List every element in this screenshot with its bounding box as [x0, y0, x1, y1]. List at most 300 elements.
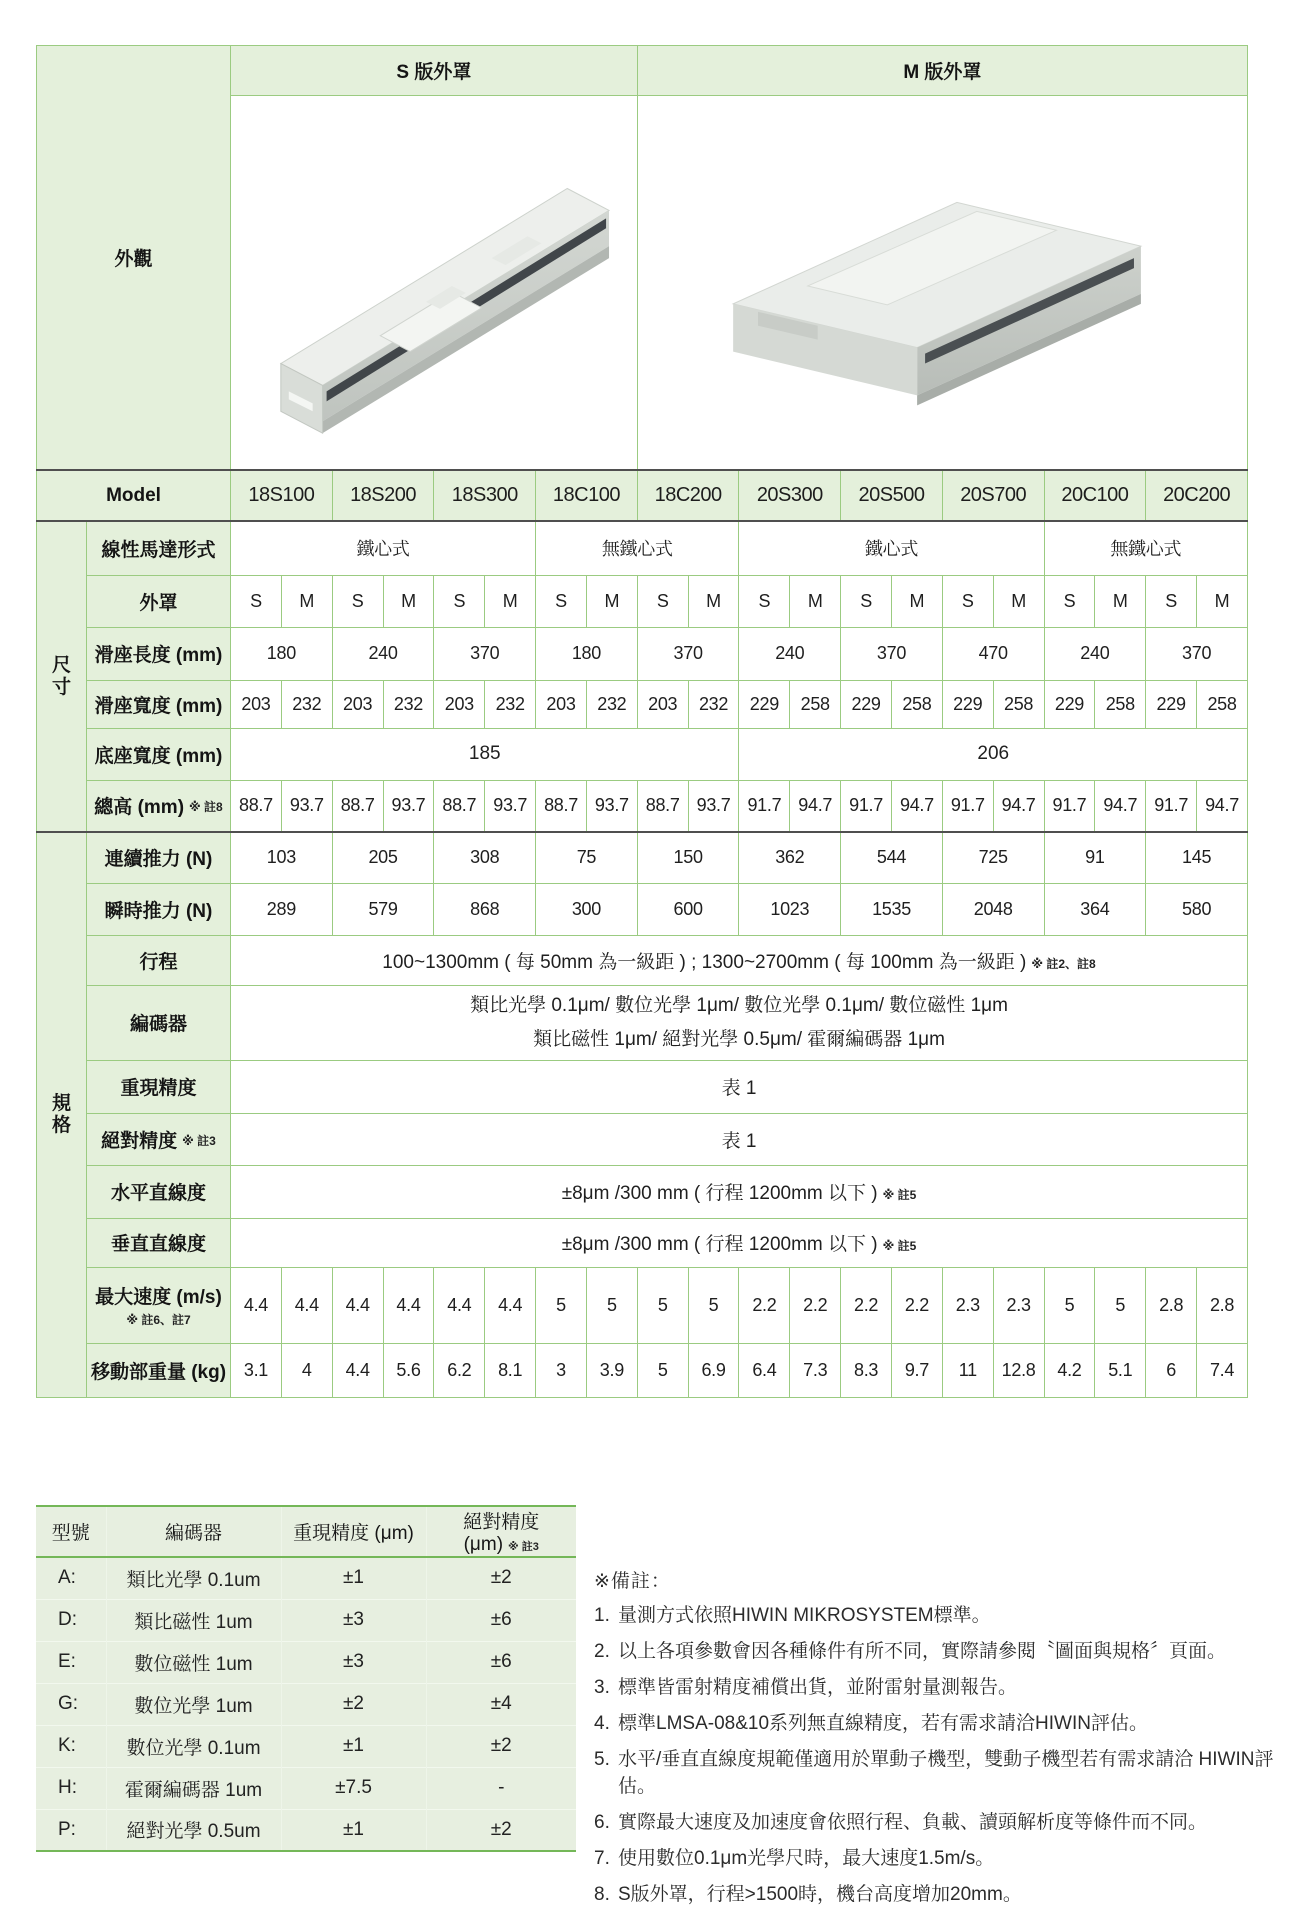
- value-cell: [485, 575, 536, 627]
- value-text: 8.1: [498, 1359, 523, 1380]
- value-cell: [434, 575, 485, 627]
- value-cell: [231, 1343, 282, 1397]
- encoder-cell: 數位光學 0.1um: [106, 1725, 281, 1767]
- value-text: 94.7: [899, 795, 934, 816]
- value-cell: [1044, 575, 1095, 627]
- model-cell: 18S200: [332, 470, 434, 521]
- spec-row: [37, 575, 1248, 627]
- value-text: S: [555, 590, 567, 611]
- value-text: 91: [1085, 847, 1105, 868]
- spec-row: [37, 627, 1248, 680]
- value-text: 5: [1115, 1294, 1126, 1315]
- encoder-table-body: [36, 1557, 576, 1851]
- row-label: [87, 1060, 231, 1113]
- row-label-text: 滑座長度 (mm): [94, 645, 223, 666]
- value-cell: [942, 1267, 993, 1343]
- value-cell: [281, 575, 332, 627]
- value-text: S: [351, 590, 364, 611]
- value-text: 2.3: [1006, 1294, 1031, 1315]
- value-cell: [1197, 680, 1248, 728]
- value-cell: [688, 680, 739, 728]
- value-cell: [739, 832, 841, 883]
- value-text: S: [1063, 590, 1076, 611]
- value-text: 206: [977, 743, 1010, 764]
- value-text: 4.4: [447, 1294, 472, 1315]
- value-text: 6.9: [701, 1359, 726, 1380]
- value-text: 91.7: [747, 795, 782, 816]
- value-text: S: [860, 590, 872, 611]
- value-cell: [332, 780, 383, 832]
- value-cell: [1095, 780, 1146, 832]
- value-cell: [231, 1267, 282, 1343]
- value-cell: [281, 1343, 332, 1397]
- value-text: S: [656, 590, 669, 611]
- note-number: 6.: [594, 1811, 610, 1833]
- model-cell: 18S300: [434, 470, 536, 521]
- value-cell: [332, 832, 434, 883]
- value-cell: [1146, 575, 1197, 627]
- value-cell: [536, 680, 587, 728]
- row-label: [87, 985, 231, 1060]
- model-cell: 18S100: [231, 470, 333, 521]
- note-number: 5.: [594, 1748, 610, 1770]
- value-text: 229: [953, 693, 983, 714]
- value-cell: [332, 575, 383, 627]
- value-text: 470: [978, 643, 1008, 663]
- value-text: 1023: [770, 898, 810, 919]
- value-text: 232: [698, 693, 729, 714]
- value-text: 258: [800, 693, 830, 714]
- value-cell: [586, 1343, 637, 1397]
- value-text: S: [961, 590, 974, 611]
- row-label: [87, 935, 231, 985]
- value-text: 2.3: [955, 1294, 980, 1315]
- note-text: 標準皆雷射精度補償出貨，並附雷射量測報告。: [618, 1676, 1018, 1698]
- model-cell: 20S300: [739, 470, 841, 521]
- value-text: 232: [495, 693, 525, 714]
- value-text: 232: [292, 693, 322, 714]
- value-cell: [1197, 1267, 1248, 1343]
- value-cell: [891, 780, 942, 832]
- value-text: 364: [1080, 898, 1110, 919]
- value-text: 3: [556, 1359, 566, 1380]
- value-cell: [739, 780, 790, 832]
- value-text: 9.7: [904, 1359, 929, 1380]
- note-number: 4.: [594, 1712, 610, 1734]
- note-text: 標準LMSA-08&10系列無直線精度，若有需求請洽HIWIN評估。: [618, 1712, 1148, 1734]
- value-cell: [637, 575, 688, 627]
- value-cell: [332, 627, 434, 680]
- value-cell: [1095, 1267, 1146, 1343]
- value-text: 205: [368, 847, 398, 868]
- value-cell: [1146, 780, 1197, 832]
- s-cover-stage-photo: [231, 97, 636, 463]
- value-text: 94.7: [1001, 795, 1036, 816]
- value-cell: [231, 985, 1248, 1060]
- value-cell: [231, 575, 282, 627]
- note-text: 量測方式依照HIWIN MIKROSYSTEM標準。: [618, 1605, 991, 1626]
- value-cell: [891, 1343, 942, 1397]
- value-text: 4.4: [243, 1294, 268, 1315]
- value-text: 300: [571, 898, 601, 919]
- encoder-cell: ±7.5: [281, 1767, 426, 1809]
- note-item: [594, 1747, 1294, 1801]
- value-text: 579: [368, 898, 398, 919]
- note-text: S版外罩，行程>1500時，機台高度增加20mm。: [618, 1883, 1022, 1905]
- value-text: S: [250, 590, 262, 611]
- value-text: 229: [851, 693, 881, 714]
- row-label-text: 總高 (mm): [94, 797, 185, 819]
- section-label-char: 尺: [51, 654, 71, 676]
- value-text: 鐵心式: [864, 539, 919, 560]
- value-text: 370: [470, 643, 500, 663]
- value-cell: [637, 883, 739, 935]
- value-cell: [739, 627, 841, 680]
- value-text: 180: [571, 643, 601, 663]
- value-text: 12.8: [1001, 1359, 1036, 1380]
- encoder-cell: A:: [36, 1557, 106, 1599]
- value-text: 93.7: [289, 795, 324, 816]
- value-cell: [688, 780, 739, 832]
- value-cell: [1146, 832, 1248, 883]
- value-text: S: [758, 590, 771, 611]
- value-cell: [281, 780, 332, 832]
- value-cell: [993, 1343, 1044, 1397]
- encoder-cell: P:: [36, 1809, 106, 1851]
- value-text: 2.2: [854, 1294, 879, 1315]
- note-text: 水平/垂直直線度規範僅適用於單動子機型，雙動子機型若有需求請洽 HIWIN評估。: [618, 1748, 1274, 1797]
- value-cell: [1146, 1343, 1197, 1397]
- value-cell: [841, 780, 892, 832]
- value-cell: [485, 1267, 536, 1343]
- value-text: S: [1165, 590, 1177, 611]
- section-label-char: 規: [51, 1092, 71, 1114]
- value-cell: [637, 680, 688, 728]
- value-cell: [281, 1267, 332, 1343]
- value-text: 2.8: [1209, 1294, 1235, 1315]
- value-text: 無鐵心式: [601, 539, 673, 560]
- note-item: [594, 1846, 1294, 1873]
- value-text: 93.7: [391, 795, 426, 816]
- spec-row: [37, 1267, 1248, 1343]
- value-cell: [841, 627, 943, 680]
- value-text: 88.7: [442, 795, 477, 816]
- row-label-text: 水平直線度: [111, 1183, 207, 1204]
- note-number: 3.: [594, 1676, 610, 1698]
- value-text: ±8μm /300 mm ( 行程 1200mm 以下 ): [561, 1234, 878, 1255]
- value-cell: [332, 680, 383, 728]
- value-text: M: [1214, 590, 1230, 611]
- encoder-cell: ±2: [426, 1809, 576, 1851]
- value-text: 5: [556, 1294, 566, 1315]
- value-text: 4.4: [498, 1294, 523, 1315]
- value-cell: [231, 1165, 1248, 1218]
- value-cell: [841, 1343, 892, 1397]
- encoder-cell: 絕對光學 0.5um: [106, 1809, 281, 1851]
- encoder-cell: ±2: [281, 1683, 426, 1725]
- value-cell: [942, 780, 993, 832]
- value-cell: [688, 1343, 739, 1397]
- value-cell: [434, 627, 536, 680]
- value-cell: [1146, 883, 1248, 935]
- value-text: M: [604, 590, 620, 611]
- value-cell: [891, 680, 942, 728]
- note-number: 1.: [594, 1605, 610, 1626]
- appearance-label: 外觀: [37, 46, 231, 471]
- note-ref: ※ 註5: [882, 1239, 917, 1253]
- row-label: [87, 521, 231, 575]
- value-cell: [231, 627, 333, 680]
- spec-row: [37, 832, 1248, 883]
- value-text: 5: [708, 1294, 719, 1315]
- encoder-cell: ±3: [281, 1599, 426, 1641]
- value-text: 229: [749, 693, 779, 714]
- value-cell: [536, 780, 587, 832]
- value-text: 289: [266, 898, 296, 919]
- value-cell: [688, 1267, 739, 1343]
- row-label: [87, 627, 231, 680]
- note-item: [594, 1711, 1294, 1738]
- value-text: ±8μm /300 mm ( 行程 1200mm 以下 ): [561, 1183, 878, 1204]
- encoder-cell: -: [426, 1767, 576, 1809]
- value-cell: [637, 627, 739, 680]
- spec-row: [37, 1165, 1248, 1218]
- encoder-col-encoder: 編碼器: [106, 1506, 281, 1557]
- encoder-col-model: 型號: [36, 1506, 106, 1557]
- encoder-cell: H:: [36, 1767, 106, 1809]
- value-cell: [383, 1343, 434, 1397]
- note-item: [594, 1882, 1294, 1909]
- row-label-text: 外罩: [139, 592, 178, 614]
- s-cover-photo-cell: [231, 96, 638, 471]
- value-text: 4: [301, 1359, 312, 1380]
- value-cell: [1197, 575, 1248, 627]
- value-text: 229: [1054, 693, 1084, 714]
- value-text: 5.1: [1108, 1359, 1133, 1380]
- value-cell: [1197, 1343, 1248, 1397]
- value-text: M: [1011, 590, 1026, 611]
- model-cell: 18C200: [637, 470, 739, 521]
- spec-table: [36, 45, 1248, 1398]
- footnotes: [594, 1566, 1294, 1918]
- note-number: 8.: [594, 1883, 610, 1905]
- value-text: 370: [1182, 643, 1212, 663]
- value-cell: [536, 1343, 587, 1397]
- value-cell: [383, 680, 434, 728]
- value-cell: [739, 1343, 790, 1397]
- value-cell: [231, 832, 333, 883]
- value-text: M: [909, 590, 925, 611]
- value-cell: [434, 680, 485, 728]
- value-text: M: [401, 590, 416, 611]
- encoder-row: [36, 1725, 576, 1767]
- value-text: 203: [343, 693, 373, 714]
- value-text: M: [299, 590, 315, 611]
- value-cell: [1044, 1343, 1095, 1397]
- model-cell: 20S500: [841, 470, 943, 521]
- value-text: 258: [1105, 693, 1135, 714]
- value-cell: [231, 521, 536, 575]
- value-cell: [942, 575, 993, 627]
- value-text: 2.2: [803, 1294, 828, 1315]
- encoder-row: [36, 1599, 576, 1641]
- value-cell: [739, 1267, 790, 1343]
- value-text: 362: [775, 847, 805, 868]
- section-label: [37, 521, 87, 832]
- value-text: 93.7: [696, 795, 731, 816]
- encoder-cell: E:: [36, 1641, 106, 1683]
- value-text: 91.7: [1052, 795, 1087, 816]
- note-number: 7.: [594, 1847, 610, 1869]
- encoder-cell: K:: [36, 1725, 106, 1767]
- value-cell: [841, 680, 892, 728]
- value-cell: [841, 883, 943, 935]
- row-label-text: 垂直直線度: [111, 1234, 207, 1255]
- value-text: 75: [576, 847, 597, 868]
- encoder-row: [36, 1809, 576, 1851]
- encoder-row: [36, 1767, 576, 1809]
- encoder-cell: 霍爾編碼器 1um: [106, 1767, 281, 1809]
- value-cell: [434, 780, 485, 832]
- note-text: 使用數位0.1μm光學尺時，最大速度1.5m/s。: [618, 1847, 995, 1869]
- value-text: 725: [978, 847, 1008, 868]
- value-text: 2.8: [1159, 1294, 1184, 1315]
- encoder-row: [36, 1641, 576, 1683]
- value-text: 91.7: [950, 795, 985, 816]
- value-text: 88.7: [544, 795, 578, 816]
- value-text: 180: [266, 643, 296, 663]
- value-text: 258: [1004, 693, 1034, 714]
- value-cell: [281, 680, 332, 728]
- value-text: 308: [470, 847, 500, 868]
- encoder-col-accuracy: [426, 1506, 576, 1557]
- value-cell: [942, 883, 1044, 935]
- value-text: 4.4: [345, 1294, 370, 1315]
- spec-row: [37, 1343, 1248, 1397]
- cover-header-row: [37, 46, 1248, 96]
- value-cell: [993, 1267, 1044, 1343]
- value-text: 2048: [973, 898, 1013, 919]
- value-text: 4.2: [1057, 1359, 1082, 1380]
- value-cell: [790, 1343, 841, 1397]
- row-label-text: 行程: [139, 951, 178, 973]
- value-text: M: [807, 590, 823, 611]
- s-cover-header: S 版外罩: [231, 46, 638, 96]
- value-text: 258: [1207, 693, 1237, 714]
- value-text: 5: [657, 1359, 668, 1380]
- value-text: S: [453, 590, 466, 611]
- value-cell: [637, 832, 739, 883]
- row-label: [87, 1165, 231, 1218]
- row-label-text: 滑座寬度 (mm): [94, 695, 223, 717]
- value-cell: [1044, 627, 1146, 680]
- value-text: 203: [648, 693, 678, 714]
- encoder-cell: 類比磁性 1um: [106, 1599, 281, 1641]
- row-label: [87, 1343, 231, 1397]
- spec-row: [37, 1113, 1248, 1165]
- value-cell: [485, 680, 536, 728]
- value-text: 88.7: [340, 795, 375, 816]
- value-cell: [841, 1267, 892, 1343]
- value-text: 5: [1064, 1294, 1075, 1315]
- value-text: 240: [775, 643, 805, 663]
- value-cell: [688, 575, 739, 627]
- value-text: 229: [1156, 693, 1186, 714]
- encoder-col-accuracy-label: 絕對精度 (μm): [463, 1512, 540, 1555]
- value-text: 370: [673, 643, 703, 663]
- note-text: 以上各項參數會因各種條件有所不同，實際請參閱〝圖面與規格〞頁面。: [618, 1640, 1227, 1662]
- value-cell: [536, 521, 739, 575]
- value-cell: [383, 1267, 434, 1343]
- encoder-cell: 數位磁性 1um: [106, 1641, 281, 1683]
- value-cell: [942, 680, 993, 728]
- value-cell: [637, 780, 688, 832]
- row-label: [87, 728, 231, 780]
- encoder-cell: ±2: [426, 1557, 576, 1599]
- value-text: 100~1300mm ( 每 50mm 為一級距 ) ; 1300~2700mm ( 每 100mm 為一級距 ): [382, 951, 1027, 973]
- row-label: [87, 1267, 231, 1343]
- value-text: 6.4: [752, 1359, 777, 1380]
- value-cell: [586, 780, 637, 832]
- value-text: 88.7: [239, 795, 273, 816]
- encoder-cell: ±1: [281, 1557, 426, 1599]
- encoder-cell: G:: [36, 1683, 106, 1725]
- value-text: 2.2: [904, 1294, 929, 1315]
- value-cell: [790, 780, 841, 832]
- value-cell: [1146, 1267, 1197, 1343]
- note-ref: ※ 註3: [182, 1133, 216, 1148]
- value-text: M: [706, 590, 721, 611]
- value-cell: [434, 1267, 485, 1343]
- value-text: 94.7: [798, 795, 833, 816]
- value-cell: [739, 575, 790, 627]
- value-cell: [841, 832, 943, 883]
- model-cell: 18C100: [536, 470, 638, 521]
- note-text: 實際最大速度及加速度會依照行程、負載、讀頭解析度等條件而不同。: [618, 1811, 1208, 1833]
- value-line: 類比磁性 1μm/ 絕對光學 0.5μm/ 霍爾編碼器 1μm: [533, 1028, 945, 1050]
- value-cell: [1044, 680, 1095, 728]
- value-cell: [231, 780, 282, 832]
- row-label: [87, 883, 231, 935]
- value-cell: [536, 832, 638, 883]
- footnotes-title: ※備註：: [594, 1571, 671, 1592]
- spec-row: [37, 1218, 1248, 1267]
- value-text: 5.6: [396, 1359, 421, 1380]
- row-label: [87, 575, 231, 627]
- value-cell: [993, 575, 1044, 627]
- note-ref: ※ 註2、註8: [1031, 956, 1096, 971]
- value-cell: [891, 575, 942, 627]
- value-cell: [434, 883, 536, 935]
- row-label: [87, 1218, 231, 1267]
- row-label: [87, 1113, 231, 1165]
- encoder-row: [36, 1683, 576, 1725]
- note-ref: ※ 註8: [189, 800, 223, 815]
- value-cell: [739, 521, 1044, 575]
- value-cell: [1044, 883, 1146, 935]
- value-cell: [231, 1113, 1248, 1165]
- model-label: Model: [37, 470, 231, 521]
- value-cell: [586, 1267, 637, 1343]
- encoder-cell: ±4: [426, 1683, 576, 1725]
- value-text: 7.3: [803, 1359, 828, 1380]
- model-row: [37, 470, 1248, 521]
- spec-row: [37, 985, 1248, 1060]
- value-text: 203: [241, 693, 271, 714]
- value-cell: [231, 935, 1248, 985]
- encoder-cell: 類比光學 0.1um: [106, 1557, 281, 1599]
- row-label-text: 絕對精度: [101, 1130, 178, 1152]
